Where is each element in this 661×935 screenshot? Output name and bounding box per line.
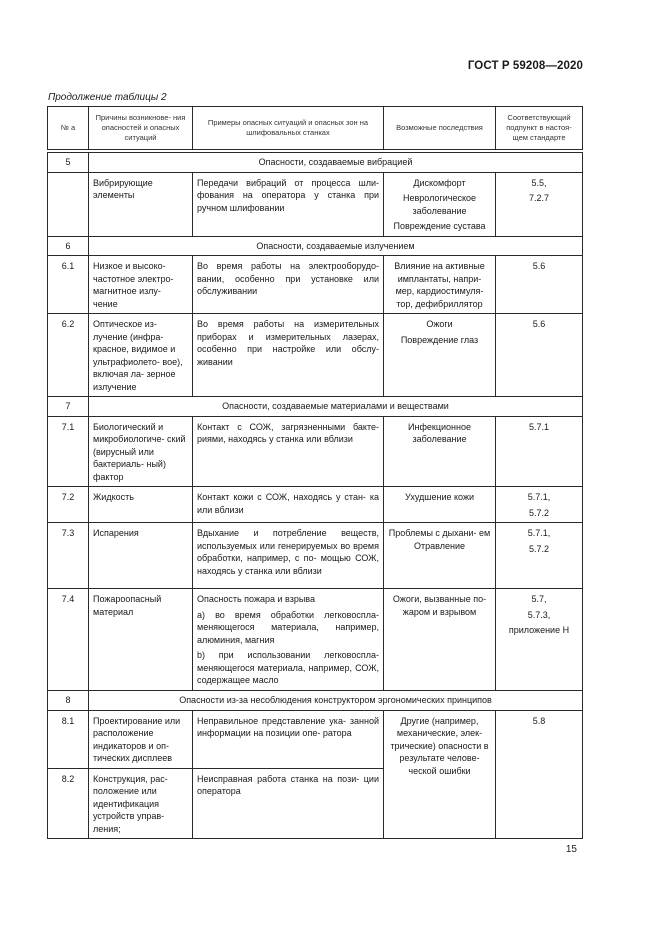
row-number: 7.1 (48, 416, 89, 487)
section-title: Опасности, создаваемые вибрацией (89, 153, 583, 173)
clause-item: 5.7.1, (527, 528, 551, 538)
row-clause: 5.8 (496, 710, 583, 839)
row-clause (496, 487, 583, 523)
section-number: 8 (48, 691, 89, 711)
row-consequences: Инфекционное заболевание (384, 416, 496, 487)
row-cause: Испарения (89, 523, 193, 589)
row-clause: 5.7.1 (496, 416, 583, 487)
row-number: 7.2 (48, 487, 89, 523)
section-number: 7 (48, 397, 89, 417)
row-consequences: Ухудшение кожи (384, 487, 496, 523)
row-example: Передачи вибраций от процесса шли- фования на оператора у станка при ручном шлифовании (193, 172, 384, 236)
row-example: Во время работы на электрооборудо- вании, особенно при установке или обслуживании (193, 256, 384, 314)
col-header-consequences: Возможные последствия (384, 107, 496, 150)
row-example: Контакт кожи с СОЖ, находясь у стан- ка или вблизи (193, 487, 384, 523)
row-cause: Оптическое из- лучение (инфра- красное, видимое и ультрафиолето- вое), включая ла- зерное излучение (89, 314, 193, 397)
col-header-causes: Причины возникнове- ния опасностей и опасных ситуаций (89, 107, 193, 150)
page-number: 15 (565, 844, 577, 855)
example-item: Опасность пожара и взрыва (197, 594, 315, 604)
col-header-clause: Соответствующий подпункт в настоя- щем стандарте (496, 107, 583, 150)
example-item: а) во время обработки легковоспла- меняющегося материала, например, алюминия, магния (197, 609, 379, 645)
row-cause: Пожароопасный материал (89, 589, 193, 691)
table-row (48, 416, 583, 487)
row-consequences: Ожоги, вызванные по- жаром и взрывом (384, 589, 496, 691)
consequence-item: Повреждение глаз (400, 334, 479, 345)
table-row (48, 172, 583, 236)
row-clause (496, 172, 583, 236)
row-consequences (384, 172, 496, 236)
clause-item: 5.7.2 (528, 507, 550, 518)
clause-item: 5.7.1, (527, 492, 551, 502)
row-consequences: Другие (например, механические, элек- трические) опасности в результате челове- ческой ошибки (384, 710, 496, 839)
clause-item: приложение Н (508, 625, 570, 635)
section-row-5 (48, 153, 583, 173)
clause-item: 5.7, (531, 594, 547, 604)
row-number (48, 172, 89, 236)
section-title: Опасности из-за несоблюдения конструктором эргономических принципов (89, 691, 583, 711)
consequence-item: Повреждение сустава (393, 221, 486, 231)
table-row (48, 710, 583, 768)
section-number: 6 (48, 236, 89, 256)
row-example (193, 589, 384, 691)
table-row (48, 256, 583, 314)
section-number: 5 (48, 153, 89, 173)
table-header-row (48, 107, 583, 150)
consequence-item: Ожоги (426, 319, 453, 329)
row-cause: Биологический и микробиологиче- ский (вирусный или бактериаль- ный) фактор (89, 416, 193, 487)
col-header-number: № а (48, 107, 89, 150)
section-title: Опасности, создаваемые материалами и веществами (89, 397, 583, 417)
table-caption: Продолжение таблицы 2 (48, 92, 167, 103)
row-cause: Конструкция, рас- положение или идентификация устройств управ- ления; (89, 768, 193, 839)
row-clause (496, 589, 583, 691)
clause-item: 7.2.7 (528, 193, 550, 203)
row-cause: Вибрирующие элементы (89, 172, 193, 236)
consequence-item: Дискомфорт (413, 177, 466, 188)
table-row (48, 523, 583, 589)
col-header-examples: Примеры опасных ситуаций и опасных зон на шлифовальных станках (193, 107, 384, 150)
clause-item: 5.5, (531, 177, 547, 188)
table-row (48, 487, 583, 523)
row-example: Контакт с СОЖ, загрязненными бакте- риями, находясь у станка или вблизи (193, 416, 384, 487)
row-consequences: Проблемы с дыхани- ем Отравление (384, 523, 496, 589)
table-row (48, 589, 583, 691)
row-consequences: Влияние на активные имплантаты, напри- мер, кардиостимуля- тор, дефибриллятор (384, 256, 496, 314)
row-number: 6.2 (48, 314, 89, 397)
row-cause: Проектирование или расположение индикаторов и оп- тических дисплеев (89, 710, 193, 768)
document-code: ГОСТ Р 59208—2020 (467, 60, 583, 72)
row-clause: 5.6 (496, 256, 583, 314)
row-example: Во время работы на измерительных приборах и измерительных лазерах, особенно при настройке или обслу- живании (193, 314, 384, 397)
row-number: 8.1 (48, 710, 89, 768)
clause-item: 5.7.3, (527, 609, 551, 620)
row-clause: 5.6 (496, 314, 583, 397)
row-clause (496, 523, 583, 589)
row-cause: Жидкость (89, 487, 193, 523)
section-row-6 (48, 236, 583, 256)
example-item: b) при использовании легковоспла- меняющегося материала, например, СОЖ, содержащее масло (197, 650, 379, 685)
section-row-7 (48, 397, 583, 417)
section-title: Опасности, создаваемые излучением (89, 236, 583, 256)
section-row-8 (48, 691, 583, 711)
row-number: 6.1 (48, 256, 89, 314)
consequence-item: Неврологическое заболевание (402, 193, 476, 216)
hazards-table (47, 106, 583, 839)
table-row (48, 314, 583, 397)
clause-item: 5.7.2 (528, 543, 550, 554)
row-example: Вдыхание и потребление веществ, используемых или генерируемых во время обработки, например, с по- мощью СОЖ, находясь у станка или вблизи (193, 523, 384, 589)
row-example: Неисправная работа станка на пози- ции оператора (193, 768, 384, 839)
row-number: 8.2 (48, 768, 89, 839)
row-number: 7.3 (48, 523, 89, 589)
row-cause: Низкое и высоко- частотное электро- магнитное излу- чение (89, 256, 193, 314)
row-consequences (384, 314, 496, 397)
row-example: Неправильное представление ука- занной информации на позиции опе- ратора (193, 710, 384, 768)
row-number: 7.4 (48, 589, 89, 691)
